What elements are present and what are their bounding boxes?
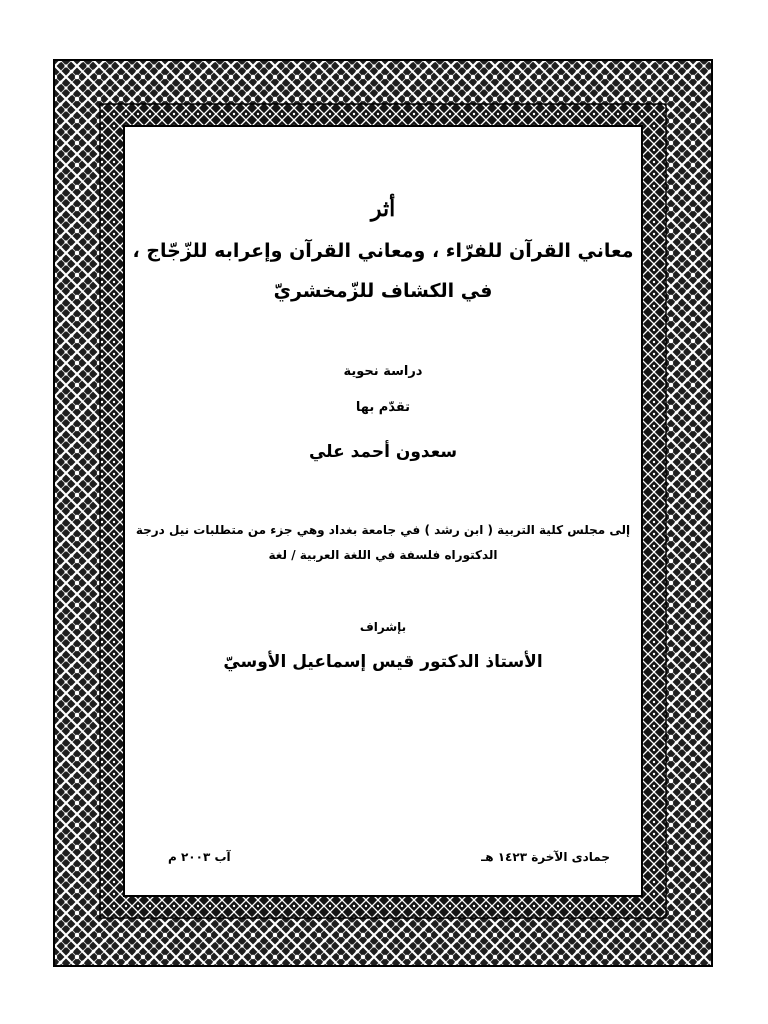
gregorian-date: آب ٢٠٠٣ م (168, 850, 231, 864)
submission-statement: إلى مجلس كلية التربية ( ابن رشد ) في جامعة بغداد وهي جزء من متطلبات نيل درجة الدكتوراه فلسفة في اللغة العربية / لغة (135, 523, 631, 562)
hijri-date: جمادى الآخرة ١٤٢٣ هـ (481, 850, 610, 864)
title-page-content (126, 128, 640, 894)
title-line-2: في الكشاف للزّمخشريّ (273, 280, 493, 302)
presented-by-label: تقدّم بها (355, 400, 411, 415)
supervisor-name: الأستاذ الدكتور قيس إسماعيل الأوسيّ (223, 652, 543, 672)
author-name: سعدون أحمد علي (308, 442, 458, 462)
supervision-label: بإشراف (359, 620, 407, 634)
study-type: دراسة نحوية (343, 364, 423, 379)
heading-word: أثر (370, 196, 396, 222)
title-line-1: معاني القرآن للفرّاء ، ومعاني القرآن وإعرابه للزّجّاج ، (132, 240, 634, 262)
